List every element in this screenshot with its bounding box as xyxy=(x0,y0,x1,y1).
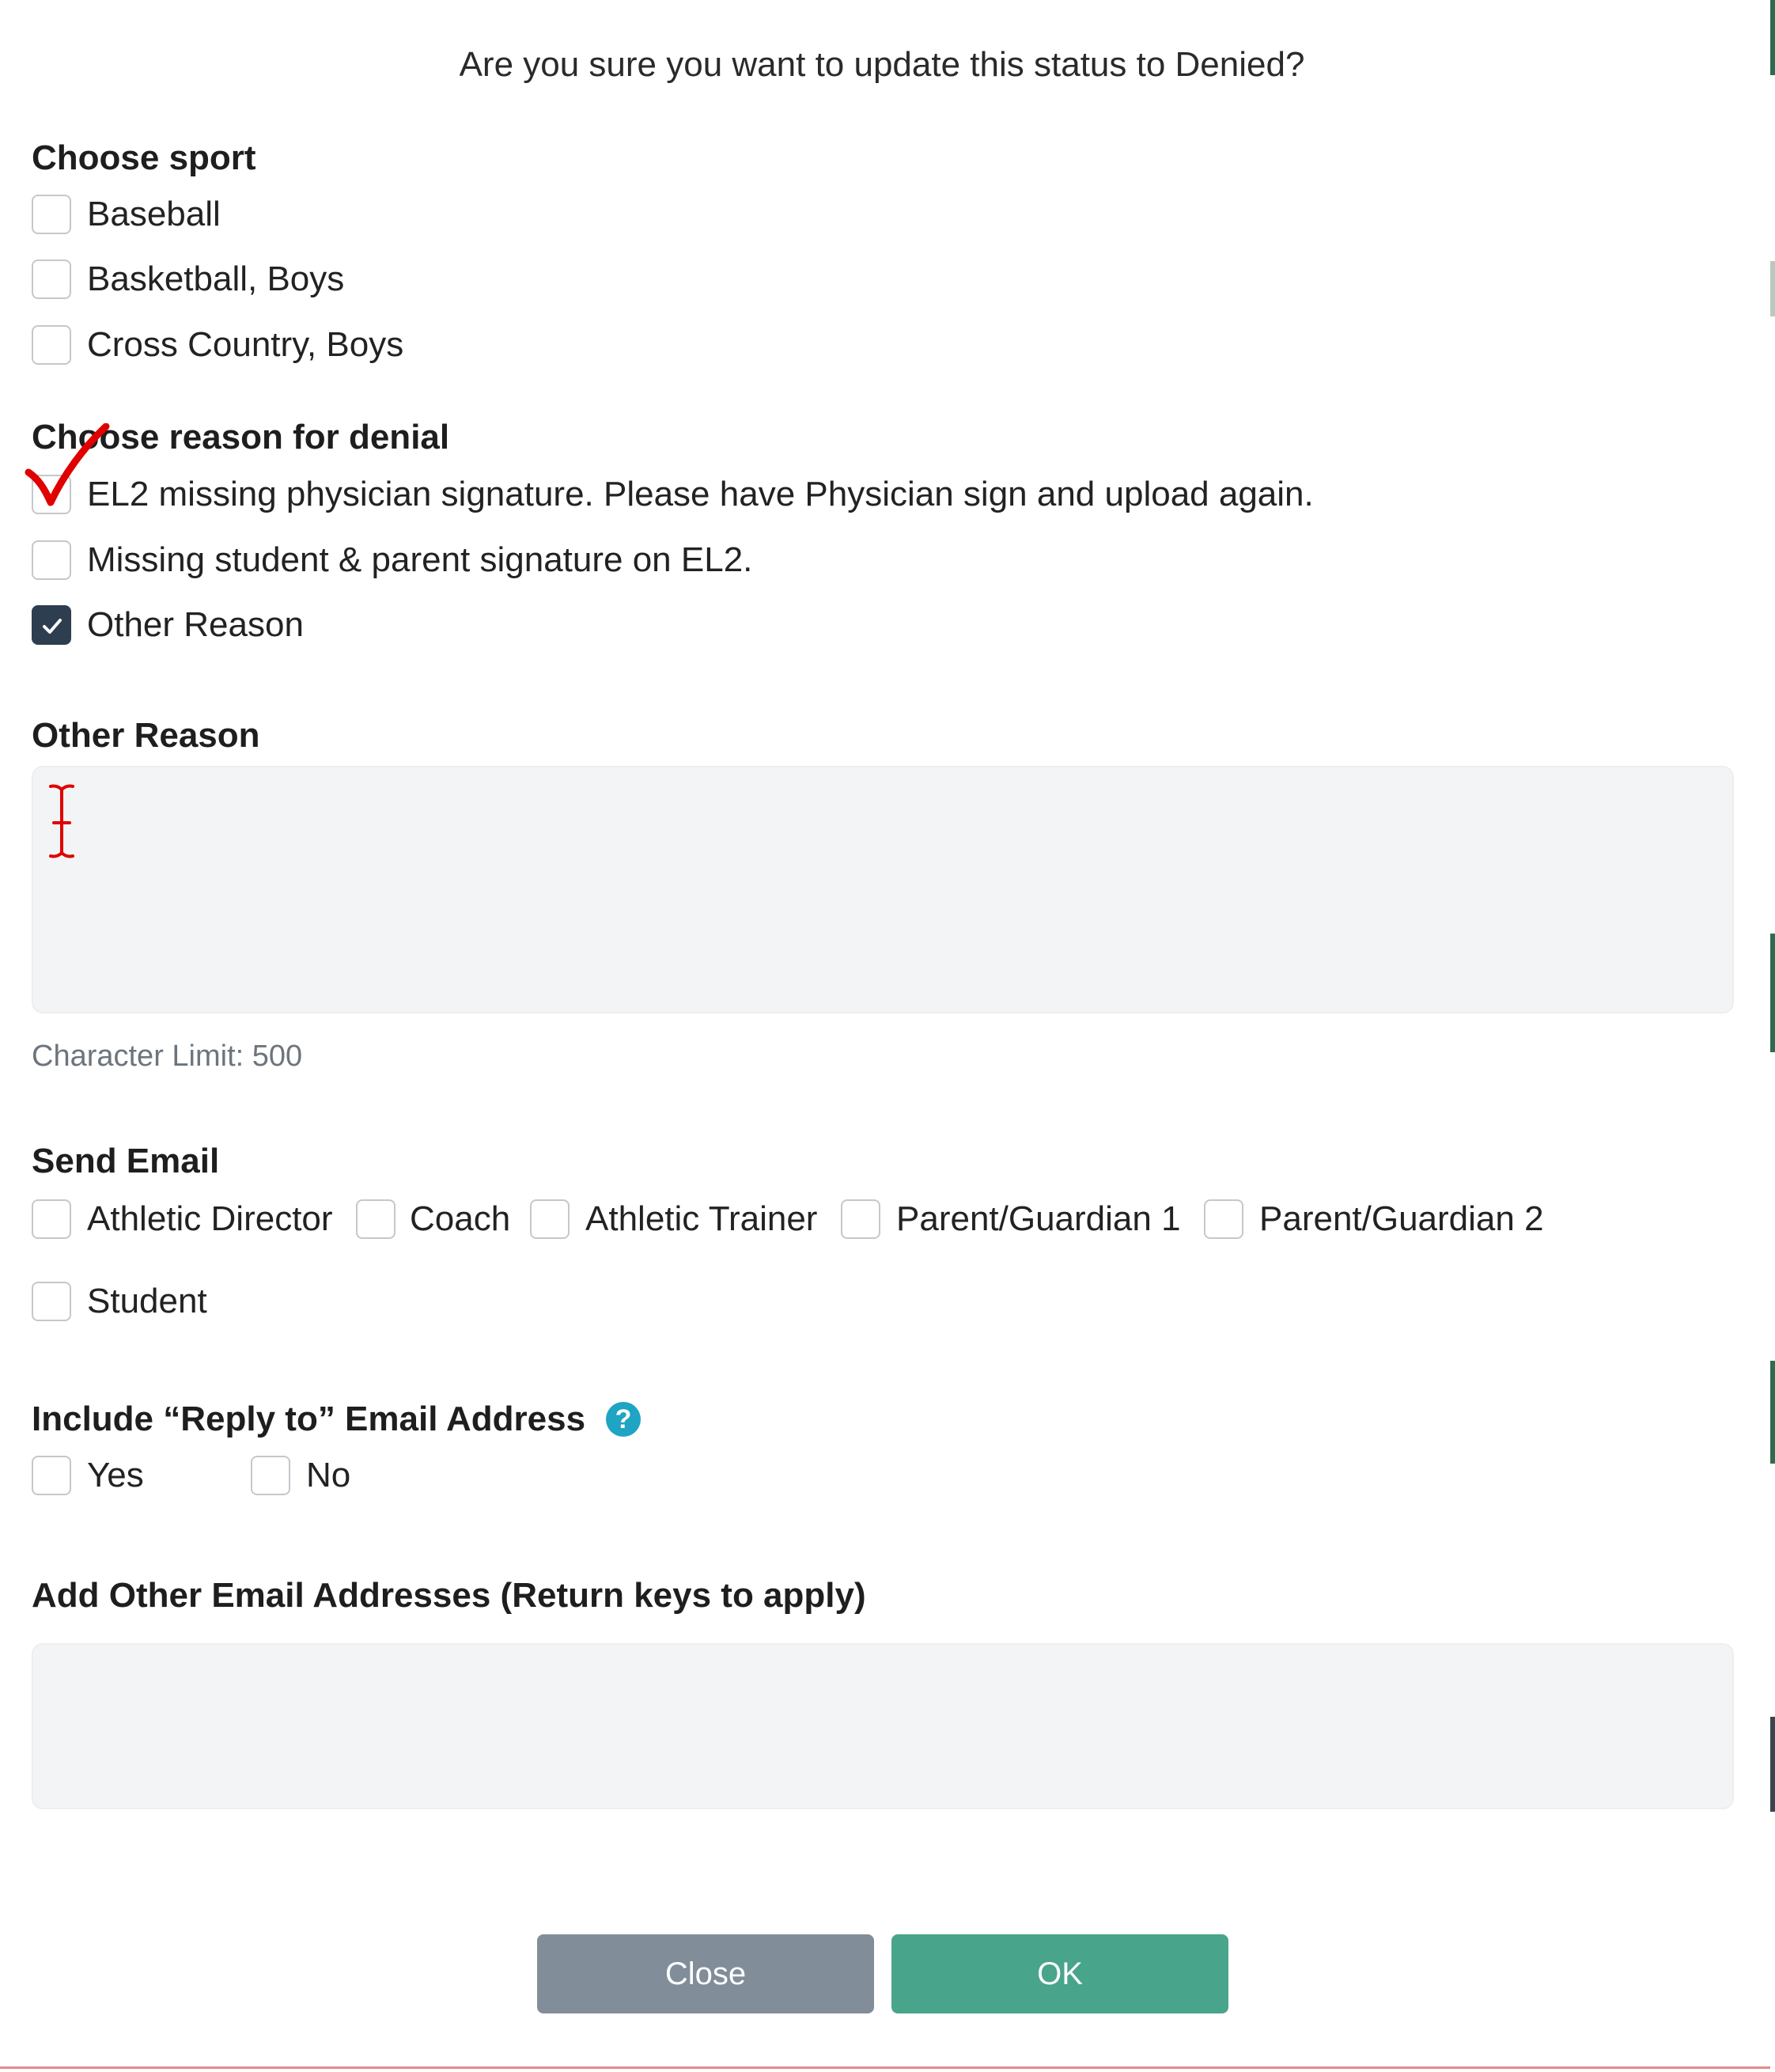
help-icon[interactable]: ? xyxy=(606,1402,641,1437)
checkmark-icon xyxy=(40,613,65,638)
checkbox-reply-to-yes[interactable] xyxy=(32,1456,71,1495)
send-email-heading: Send Email xyxy=(32,1142,220,1180)
checkbox-baseball[interactable] xyxy=(32,195,71,234)
dialog-title: Are you sure you want to update this status to Denied? xyxy=(459,45,1305,84)
other-emails-input[interactable] xyxy=(32,1643,1734,1809)
label-reply-to-yes[interactable]: Yes xyxy=(87,1456,144,1494)
choose-sport-heading: Choose sport xyxy=(32,138,256,177)
checkbox-missing-student-parent-signature[interactable] xyxy=(32,540,71,580)
checkbox-athletic-trainer[interactable] xyxy=(530,1199,570,1239)
label-basketball-boys[interactable]: Basketball, Boys xyxy=(87,259,345,298)
label-athletic-director[interactable]: Athletic Director xyxy=(87,1199,333,1238)
label-student[interactable]: Student xyxy=(87,1282,207,1320)
close-button[interactable]: Close xyxy=(537,1934,874,2013)
checkbox-parent-guardian-2[interactable] xyxy=(1204,1199,1243,1239)
denial-reason-heading: Choose reason for denial xyxy=(32,418,450,456)
background-edge-strip xyxy=(1770,1717,1775,1812)
label-missing-student-parent-signature[interactable]: Missing student & parent signature on EL2. xyxy=(87,540,753,579)
label-el2-missing-physician-signature[interactable]: EL2 missing physician signature. Please have Physician sign and upload again. xyxy=(87,475,1314,513)
checkbox-basketball-boys[interactable] xyxy=(32,259,71,299)
other-reason-textarea[interactable] xyxy=(32,766,1734,1013)
checkbox-other-reason[interactable] xyxy=(32,605,71,645)
checkbox-cross-country-boys[interactable] xyxy=(32,325,71,365)
label-cross-country-boys[interactable]: Cross Country, Boys xyxy=(87,325,404,364)
checkbox-parent-guardian-1[interactable] xyxy=(841,1199,880,1239)
label-athletic-trainer[interactable]: Athletic Trainer xyxy=(585,1199,818,1238)
label-baseball[interactable]: Baseball xyxy=(87,195,221,233)
label-parent-guardian-1[interactable]: Parent/Guardian 1 xyxy=(896,1199,1181,1238)
reply-to-heading: Include “Reply to” Email Address xyxy=(32,1400,586,1438)
label-parent-guardian-2[interactable]: Parent/Guardian 2 xyxy=(1259,1199,1544,1238)
label-coach[interactable]: Coach xyxy=(410,1199,511,1238)
character-limit-hint: Character Limit: 500 xyxy=(32,1040,303,1073)
other-reason-label: Other Reason xyxy=(32,716,260,755)
dialog-bottom-border xyxy=(0,2066,1770,2069)
background-edge-strip xyxy=(1770,1361,1775,1464)
ok-button[interactable]: OK xyxy=(891,1934,1228,2013)
checkbox-athletic-director[interactable] xyxy=(32,1199,71,1239)
text-cursor-icon xyxy=(46,783,78,859)
background-edge-strip xyxy=(1770,934,1775,1052)
label-other-reason-option[interactable]: Other Reason xyxy=(87,605,304,644)
annotation-checkmark-icon xyxy=(24,423,111,510)
checkbox-student[interactable] xyxy=(32,1282,71,1321)
background-edge-strip xyxy=(1770,261,1775,316)
label-reply-to-no[interactable]: No xyxy=(306,1456,351,1494)
background-edge-strip xyxy=(1770,0,1775,75)
other-emails-label: Add Other Email Addresses (Return keys to apply) xyxy=(32,1576,866,1615)
checkbox-coach[interactable] xyxy=(356,1199,395,1239)
checkbox-reply-to-no[interactable] xyxy=(251,1456,290,1495)
